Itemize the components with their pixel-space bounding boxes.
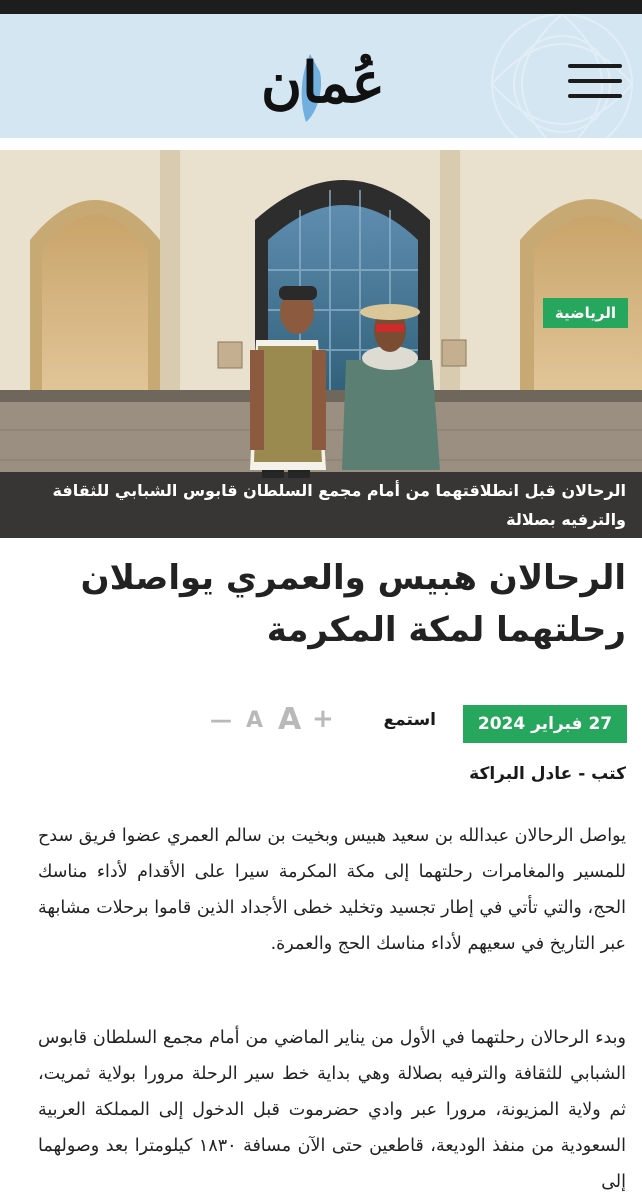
status-bar	[0, 0, 642, 14]
listen-button[interactable]: استمع	[383, 710, 436, 730]
menu-button[interactable]	[568, 62, 622, 100]
logo-text: عُمان	[261, 50, 385, 116]
article-paragraph: وبدء الرحالان رحلتهما في الأول من يناير الماضي من أمام مجمع السلطان قابوس الشبابي للثقافة والترفيه بصلالة وهي بداية خط سير الرحلة مرورا بولاية ثمريت، ثم ولاية المزيونة، مرورا عبر وادي حضرموت قبل الدخول إلى المملكة العربية السعودية من منفذ الوديعة، قاطعين حتى الآن مسافة ١٨٣٠ كيلومترا بعد وصولهما إلى	[38, 1028, 626, 1192]
site-header	[0, 14, 642, 138]
author-byline: كتب - عادل البراكة	[469, 764, 626, 784]
font-increase-button[interactable]: +	[312, 704, 334, 734]
article-title: الرحالان هبيس والعمري يواصلان رحلتهما لمكة المكرمة	[80, 558, 626, 650]
font-small-button[interactable]: A	[246, 708, 264, 733]
image-caption: الرحالان قبل انطلاقتهما من أمام مجمع السلطان قابوس الشبابي للثقافة والترفيه بصلالة	[0, 472, 642, 538]
article-paragraph: يواصل الرحالان عبدالله بن سعيد هبيس وبخيت بن سالم العمري عضوا فريق سدح للمسير والمغامرات رحلتهما إلى مكة المكرمة سيرا على الأقدام لأداء مناسك الحج، والتي تأتي في إطار تجسيد وتخليد خطى الأجداد الذين قاموا برحلات مشابهة عبر التاريخ في سعيهم لأداء مناسك الحج والعمرة.	[38, 826, 626, 954]
site-logo[interactable]	[258, 42, 388, 128]
font-size-tools	[208, 704, 336, 738]
category-badge[interactable]: الرياضية	[543, 298, 628, 328]
logo-mark	[258, 42, 388, 128]
font-decrease-button[interactable]: —	[210, 708, 232, 733]
date-badge: 27 فبراير 2024	[463, 705, 627, 743]
font-large-button[interactable]: A	[278, 702, 302, 737]
